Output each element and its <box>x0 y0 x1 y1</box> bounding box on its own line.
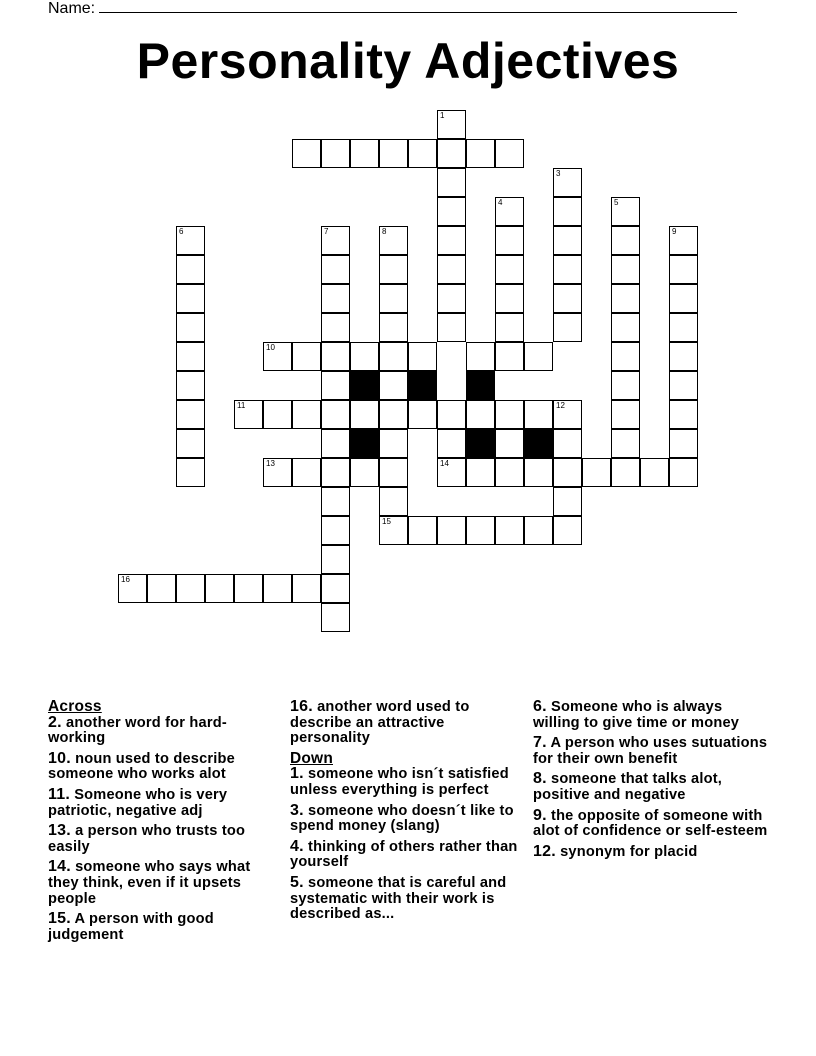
grid-cell[interactable] <box>437 516 466 545</box>
grid-cell[interactable] <box>292 574 321 603</box>
grid-cell[interactable] <box>321 139 350 168</box>
grid-cell[interactable] <box>292 342 321 371</box>
grid-cell[interactable] <box>495 197 524 226</box>
grid-cell[interactable] <box>176 400 205 429</box>
grid-cell[interactable] <box>553 458 582 487</box>
grid-cell[interactable] <box>495 226 524 255</box>
grid-cell[interactable] <box>205 574 234 603</box>
down-header: Down <box>290 749 333 767</box>
clue-number: 1 <box>440 111 445 120</box>
grid-cell[interactable] <box>611 458 640 487</box>
grid-cell[interactable] <box>611 400 640 429</box>
black-square <box>524 429 553 458</box>
grid-cell[interactable] <box>611 429 640 458</box>
grid-cell[interactable] <box>669 313 698 342</box>
grid-cell[interactable] <box>350 458 379 487</box>
grid-cell[interactable] <box>437 284 466 313</box>
clues-column-3 <box>533 699 773 864</box>
grid-cell[interactable] <box>553 197 582 226</box>
grid-cell[interactable] <box>466 516 495 545</box>
grid-cell[interactable] <box>263 458 292 487</box>
grid-cell[interactable] <box>495 458 524 487</box>
grid-cell[interactable] <box>321 371 350 400</box>
grid-cell[interactable] <box>379 139 408 168</box>
grid-cell[interactable] <box>669 284 698 313</box>
page-title: Personality Adjectives <box>136 33 680 89</box>
clue-down-9: 9. the opposite of someone with alot of confidence or self-esteem <box>533 806 768 840</box>
clue-down-8: 8. someone that talks alot, positive and negative <box>533 770 723 803</box>
grid-cell[interactable] <box>263 574 292 603</box>
grid-cell[interactable] <box>321 487 350 516</box>
grid-cell[interactable] <box>553 487 582 516</box>
clue-number: 5 <box>614 198 619 207</box>
grid-cell[interactable] <box>234 400 263 429</box>
grid-cell[interactable] <box>466 342 495 371</box>
grid-cell[interactable] <box>321 284 350 313</box>
grid-cell[interactable] <box>437 255 466 284</box>
grid-cell[interactable] <box>437 139 466 168</box>
grid-cell[interactable] <box>466 458 495 487</box>
grid-cell[interactable] <box>524 458 553 487</box>
clue-across-14: 14. someone who says what they think, even if it upsets people <box>48 858 251 907</box>
grid-cell[interactable] <box>408 139 437 168</box>
clue-down-4: 4. thinking of others rather than yourself <box>290 837 518 871</box>
grid-cell[interactable] <box>321 429 350 458</box>
grid-cell[interactable] <box>292 400 321 429</box>
grid-cell[interactable] <box>495 255 524 284</box>
black-square <box>350 429 379 458</box>
grid-cell[interactable] <box>669 342 698 371</box>
grid-cell[interactable] <box>669 255 698 284</box>
clue-number: 3 <box>556 169 561 178</box>
clue-number: 10 <box>266 343 275 352</box>
grid-cell[interactable] <box>379 371 408 400</box>
grid-cell[interactable] <box>495 400 524 429</box>
grid-cell[interactable] <box>321 574 350 603</box>
clue-number: 9 <box>672 227 677 236</box>
grid-cell[interactable] <box>176 284 205 313</box>
clue-across-2: 2. another word for hard-working <box>48 713 227 747</box>
grid-cell[interactable] <box>669 400 698 429</box>
grid-cell[interactable] <box>437 429 466 458</box>
clue-number: 16 <box>121 575 130 584</box>
grid-cell[interactable] <box>669 226 698 255</box>
grid-cell[interactable] <box>553 516 582 545</box>
black-square <box>466 371 495 400</box>
black-square <box>350 371 379 400</box>
grid-cell[interactable] <box>495 516 524 545</box>
clue-down-6: 6. Someone who is always willing to give time or money <box>533 698 740 731</box>
grid-cell[interactable] <box>524 400 553 429</box>
clue-number: 11 <box>237 401 246 410</box>
grid-cell[interactable] <box>466 139 495 168</box>
grid-cell[interactable] <box>408 516 437 545</box>
grid-cell[interactable] <box>176 458 205 487</box>
grid-cell[interactable] <box>553 313 582 342</box>
grid-cell[interactable] <box>321 400 350 429</box>
grid-cell[interactable] <box>495 429 524 458</box>
clue-down-1: 1. someone who isn´t satisfied unless everything is perfect <box>290 765 509 798</box>
grid-cell[interactable] <box>611 342 640 371</box>
grid-cell[interactable] <box>553 400 582 429</box>
clue-number: 15 <box>382 517 391 526</box>
grid-cell[interactable] <box>379 516 408 545</box>
grid-cell[interactable] <box>379 255 408 284</box>
grid-cell[interactable] <box>176 574 205 603</box>
grid-cell[interactable] <box>437 226 466 255</box>
grid-cell[interactable] <box>437 197 466 226</box>
grid-cell[interactable] <box>553 255 582 284</box>
grid-cell[interactable] <box>176 342 205 371</box>
clue-number: 12 <box>556 401 565 410</box>
clue-across-11: 11. Someone who is very patriotic, negative adj <box>48 785 228 819</box>
grid-cell[interactable] <box>553 429 582 458</box>
across-header: Across <box>48 698 102 715</box>
grid-cell[interactable] <box>408 342 437 371</box>
clue-number: 14 <box>440 459 449 468</box>
grid-cell[interactable] <box>321 458 350 487</box>
grid-cell[interactable] <box>176 313 205 342</box>
grid-cell[interactable] <box>176 255 205 284</box>
clue-down-12: 12. synonym for placid <box>533 842 698 860</box>
grid-cell[interactable] <box>408 400 437 429</box>
grid-cell[interactable] <box>379 400 408 429</box>
grid-cell[interactable] <box>466 400 495 429</box>
grid-cell[interactable] <box>611 371 640 400</box>
grid-cell[interactable] <box>321 226 350 255</box>
grid-cell[interactable] <box>321 342 350 371</box>
grid-cell[interactable] <box>118 574 147 603</box>
grid-cell[interactable] <box>176 429 205 458</box>
clue-across-10: 10. noun used to describe someone who works alot <box>48 749 235 783</box>
grid-cell[interactable] <box>350 400 379 429</box>
grid-cell[interactable] <box>495 139 524 168</box>
grid-cell[interactable] <box>524 516 553 545</box>
grid-cell[interactable] <box>611 197 640 226</box>
grid-cell[interactable] <box>321 603 350 632</box>
grid-cell[interactable] <box>321 255 350 284</box>
grid-cell[interactable] <box>379 458 408 487</box>
clue-number: 6 <box>179 227 184 236</box>
grid-cell[interactable] <box>263 400 292 429</box>
grid-cell[interactable] <box>234 574 263 603</box>
grid-cell[interactable] <box>669 458 698 487</box>
black-square <box>408 371 437 400</box>
grid-cell[interactable] <box>437 400 466 429</box>
grid-cell[interactable] <box>669 371 698 400</box>
clues-column-1 <box>48 699 276 947</box>
grid-cell[interactable] <box>147 574 176 603</box>
grid-cell[interactable] <box>553 284 582 313</box>
grid-cell[interactable] <box>611 226 640 255</box>
grid-cell[interactable] <box>611 313 640 342</box>
grid-cell[interactable] <box>350 342 379 371</box>
grid-cell[interactable] <box>669 429 698 458</box>
grid-cell[interactable] <box>495 342 524 371</box>
clue-across-16: 16. another word used to describe an attractive personality <box>290 698 470 747</box>
grid-cell[interactable] <box>640 458 669 487</box>
grid-cell[interactable] <box>321 313 350 342</box>
clue-number: 4 <box>498 198 503 207</box>
grid-cell[interactable] <box>321 516 350 545</box>
grid-cell[interactable] <box>350 139 379 168</box>
grid-cell[interactable] <box>176 226 205 255</box>
clue-across-15: 15. A person with good judgement <box>48 910 214 943</box>
grid-cell[interactable] <box>379 429 408 458</box>
grid-cell[interactable] <box>321 545 350 574</box>
grid-cell[interactable] <box>611 255 640 284</box>
grid-cell[interactable] <box>611 284 640 313</box>
grid-cell[interactable] <box>263 342 292 371</box>
clue-number: 7 <box>324 227 329 236</box>
grid-cell[interactable] <box>292 139 321 168</box>
grid-cell[interactable] <box>379 284 408 313</box>
clue-down-5: 5. someone that is careful and systematic with their work is described as... <box>290 873 507 923</box>
grid-cell[interactable] <box>379 342 408 371</box>
grid-cell[interactable] <box>524 342 553 371</box>
clue-down-3: 3. someone who doesn´t like to spend money (slang) <box>290 801 514 835</box>
grid-cell[interactable] <box>176 371 205 400</box>
grid-cell[interactable] <box>553 168 582 197</box>
grid-cell[interactable] <box>437 458 466 487</box>
grid-cell[interactable] <box>437 110 466 139</box>
grid-cell[interactable] <box>553 226 582 255</box>
grid-cell[interactable] <box>379 226 408 255</box>
clue-number: 13 <box>266 459 275 468</box>
grid-cell[interactable] <box>437 168 466 197</box>
grid-cell[interactable] <box>292 458 321 487</box>
black-square <box>466 429 495 458</box>
clue-down-7: 7. A person who uses sutuations for their own benefit <box>533 734 768 767</box>
grid-cell[interactable] <box>437 313 466 342</box>
grid-cell[interactable] <box>495 313 524 342</box>
grid-cell[interactable] <box>582 458 611 487</box>
grid-cell[interactable] <box>379 313 408 342</box>
clue-across-13: 13. a person who trusts too easily <box>48 822 246 855</box>
name-label: Name: <box>48 0 96 17</box>
clue-number: 8 <box>382 227 387 236</box>
clues-column-2 <box>290 699 528 927</box>
grid-cell[interactable] <box>379 487 408 516</box>
grid-cell[interactable] <box>495 284 524 313</box>
